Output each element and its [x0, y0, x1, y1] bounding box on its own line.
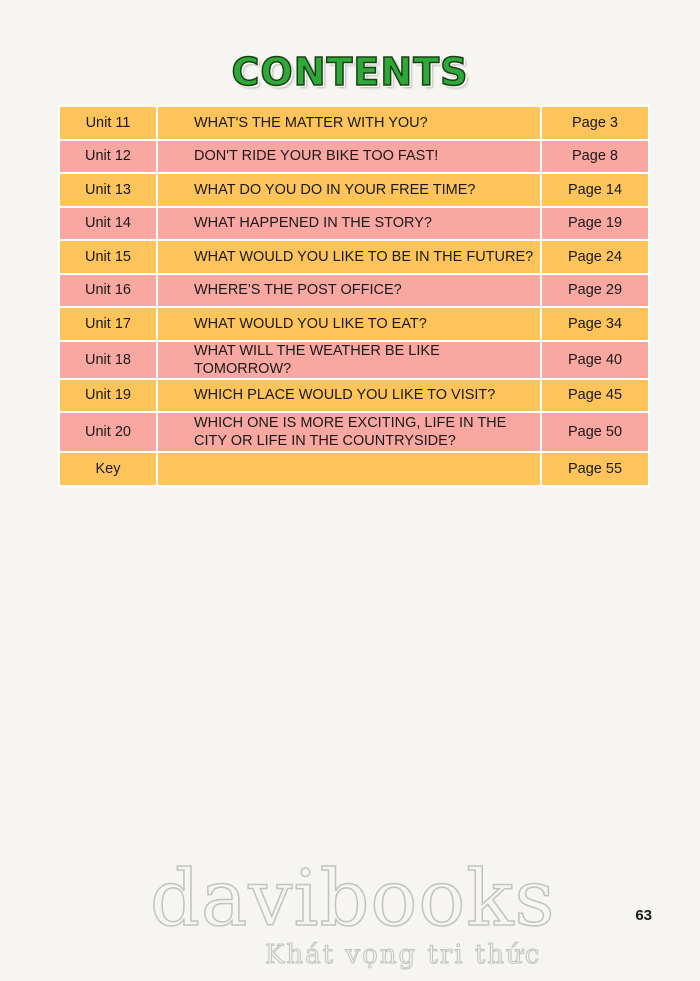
table-row — [59, 173, 649, 207]
page-cell: Page 34 — [541, 307, 649, 341]
page-cell: Page 55 — [541, 452, 649, 486]
table-row — [59, 341, 649, 379]
page-cell: Page 50 — [541, 412, 649, 452]
contents-table — [58, 105, 650, 487]
page-cell: Page 45 — [541, 379, 649, 413]
table-row — [59, 379, 649, 413]
page-cell: Page 3 — [541, 106, 649, 140]
page-cell: Page 19 — [541, 207, 649, 241]
unit-cell: Unit 13 — [59, 173, 157, 207]
title-cell: WHERE'S THE POST OFFICE? — [157, 274, 541, 308]
page-cell: Page 40 — [541, 341, 649, 379]
page-cell: Page 14 — [541, 173, 649, 207]
table-row — [59, 106, 649, 140]
title-cell — [157, 452, 541, 486]
title-cell: WHAT WILL THE WEATHER BE LIKE TOMORROW? — [157, 341, 541, 379]
table-row — [59, 307, 649, 341]
page-title: CONTENTS — [231, 50, 469, 94]
unit-cell: Unit 18 — [59, 341, 157, 379]
title-cell: WHICH ONE IS MORE EXCITING, LIFE IN THE CITY OR LIFE IN THE COUNTRYSIDE? — [157, 412, 541, 452]
unit-cell: Unit 11 — [59, 106, 157, 140]
page-number: 63 — [635, 907, 652, 924]
title-cell: WHICH PLACE WOULD YOU LIKE TO VISIT? — [157, 379, 541, 413]
page-cell: Page 29 — [541, 274, 649, 308]
table-row — [59, 452, 649, 486]
title-cell: DON'T RIDE YOUR BIKE TOO FAST! — [157, 140, 541, 174]
table-row — [59, 140, 649, 174]
table-row — [59, 207, 649, 241]
table-row — [59, 412, 649, 452]
watermark-tagline: Khát vọng tri thức — [265, 940, 542, 970]
title-cell: WHAT WOULD YOU LIKE TO BE IN THE FUTURE? — [157, 240, 541, 274]
unit-cell: Unit 16 — [59, 274, 157, 308]
table-row — [59, 240, 649, 274]
unit-cell: Key — [59, 452, 157, 486]
title-cell: WHAT WOULD YOU LIKE TO EAT? — [157, 307, 541, 341]
table-row — [59, 274, 649, 308]
page-cell: Page 24 — [541, 240, 649, 274]
title-cell: WHAT DO YOU DO IN YOUR FREE TIME? — [157, 173, 541, 207]
unit-cell: Unit 17 — [59, 307, 157, 341]
unit-cell: Unit 19 — [59, 379, 157, 413]
title-cell: WHAT HAPPENED IN THE STORY? — [157, 207, 541, 241]
watermark-logo: davibooks — [150, 854, 556, 944]
title-cell: WHAT'S THE MATTER WITH YOU? — [157, 106, 541, 140]
unit-cell: Unit 20 — [59, 412, 157, 452]
page-cell: Page 8 — [541, 140, 649, 174]
unit-cell: Unit 12 — [59, 140, 157, 174]
unit-cell: Unit 14 — [59, 207, 157, 241]
unit-cell: Unit 15 — [59, 240, 157, 274]
